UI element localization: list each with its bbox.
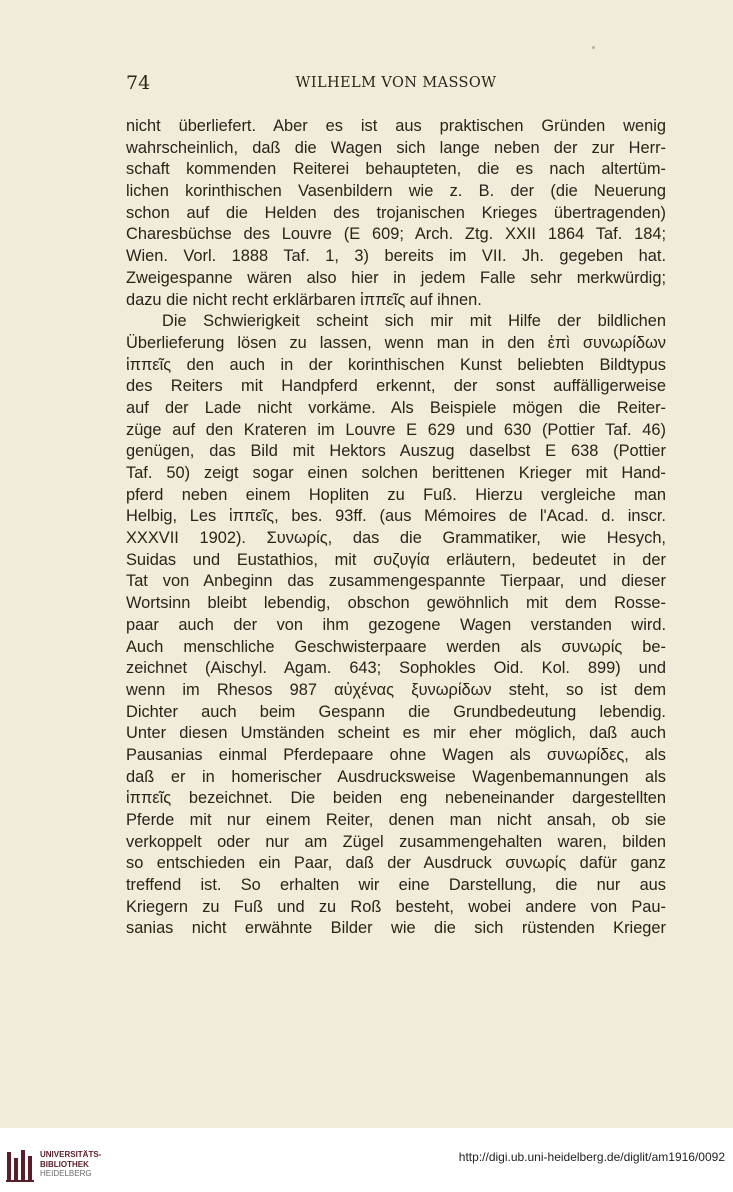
logo-line: HEIDELBERG — [40, 1169, 92, 1178]
text-line: schon auf die Helden des trojanischen Krieges übertragenden) — [126, 203, 666, 222]
text-line: Dichter auch beim Gespann die Grundbedeutung lebendig. — [126, 702, 666, 721]
body-text — [126, 116, 666, 940]
text-line: Die Schwierigkeit scheint sich mir mit Hilfe der bildlichen — [162, 312, 666, 331]
page-header — [126, 72, 666, 96]
text-line: Kriegern zu Fuß und zu Roß besteht, wobei andere von Pau- — [126, 897, 666, 916]
text-line: wahrscheinlich, daß die Wagen sich lange neben der zur Herr- — [126, 138, 666, 157]
text-line: Überlieferung lösen zu lassen, wenn man in den ἐπὶ συνωρίδων — [126, 333, 666, 352]
text-line: Taf. 50) zeigt sogar einen solchen berittenen Krieger mit Hand- — [126, 464, 666, 482]
text-line: daß er in homerischer Ausdrucksweise Wagenbemannungen als — [126, 767, 666, 786]
text-line: so entschieden ein Paar, daß der Ausdruck συνωρίς dafür ganz — [126, 854, 666, 873]
text-line: dazu die nicht recht erklärbaren ἱππεῖς auf ihnen. — [126, 290, 482, 309]
text-line: Suidas und Eustathios, mit συζυγία erläutern, bedeutet in der — [126, 550, 666, 569]
text-line: Zweigespanne wären also hier in jedem Falle sehr merkwürdig; — [126, 268, 666, 287]
text-line: ἱππεῖς bezeichnet. Die beiden eng nebeneinander dargestellten — [126, 789, 666, 808]
text-line: Wortsinn bleibt lebendig, obschon gewöhnlich mit dem Rosse- — [126, 594, 666, 613]
library-logo[interactable] — [6, 1146, 146, 1186]
text-line: verkoppelt oder nur am Zügel zusammengehalten waren, bilden — [126, 832, 666, 851]
text-line: Auch menschliche Geschwisterpaare werden als συνωρίς be- — [126, 637, 666, 656]
text-line: paar auch der von ihm gezogene Wagen verstanden wird. — [126, 615, 666, 634]
viewer-footer — [0, 1128, 733, 1192]
text-line: treffend ist. So erhalten wir eine Darstellung, die nur aus — [126, 876, 666, 895]
text-line: wenn im Rhesos 987 αὐχένας ξυνωρίδων steht, so ist dem — [126, 680, 666, 699]
text-line: lichen korinthischen Vasenbildern wie z. B. der (die Neuerung — [126, 182, 666, 201]
text-line: sanias nicht erwähnte Bilder wie die sich rüstenden Krieger — [126, 919, 666, 938]
text-line: zeichnet (Aischyl. Agam. 643; Sophokles Oid. Kol. 899) und — [126, 659, 666, 678]
text-line: Pferde mit nur einem Reiter, denen man nicht ansah, ob sie — [126, 811, 666, 829]
text-line: Pausanias einmal Pferdepaare ohne Wagen als συνωρίδες, als — [126, 745, 666, 764]
text-line: Unter diesen Umständen scheint es mir eher möglich, daß auch — [126, 724, 666, 743]
text-line: auf der Lade nicht vorkäme. Als Beispiele mögen die Reiter- — [126, 398, 666, 417]
text-line: pferd neben einem Hopliten zu Fuß. Hierzu vergleiche man — [126, 485, 666, 504]
text-line: Helbig, Les ἱππεῖς, bes. 93ff. (aus Mémoires de l'Acad. d. inscr. — [126, 507, 666, 526]
text-line: des Reiters mit Handpferd erkennt, der sonst auffälligerweise — [126, 377, 666, 396]
library-logo-text — [40, 1150, 101, 1179]
running-head: WILHELM VON MASSOW — [295, 75, 497, 91]
text-line: Tat von Anbeginn das zusammengespannte Tierpaar, und dieser — [126, 572, 666, 591]
text-line: züge auf den Krateren im Louvre E 629 und 630 (Pottier Taf. 46) — [126, 420, 666, 439]
paper-speck — [592, 46, 595, 49]
text-line: ἱππεῖς den auch in der korinthischen Kunst beliebten Bildtypus — [126, 355, 666, 374]
text-line: schaft kommenden Reiterei behaupteten, die es nach altertüm- — [126, 160, 666, 179]
logo-line: BIBLIOTHEK — [40, 1159, 89, 1169]
library-logo-icon — [6, 1148, 36, 1182]
text-line: nicht überliefert. Aber es ist aus praktischen Gründen wenig — [126, 117, 666, 135]
permalink-url[interactable]: http://digi.ub.uni-heidelberg.de/diglit/am1916/0092 — [458, 1150, 725, 1164]
text-line: Charesbüchse des Louvre (E 609; Arch. Ztg. XXII 1864 Taf. 184; — [126, 225, 666, 244]
text-line: Wien. Vorl. 1888 Taf. 1, 3) bereits im VII. Jh. gegeben hat. — [126, 247, 666, 266]
page-number: 74 — [126, 72, 151, 94]
text-line: genügen, das Bild mit Hektors Auszug daselbst E 638 (Pottier — [126, 442, 666, 461]
logo-line: UNIVERSITÄTS- — [40, 1150, 102, 1159]
text-line: XXXVII 1902). Συνωρίς, das die Grammatiker, wie Hesych, — [126, 529, 666, 548]
